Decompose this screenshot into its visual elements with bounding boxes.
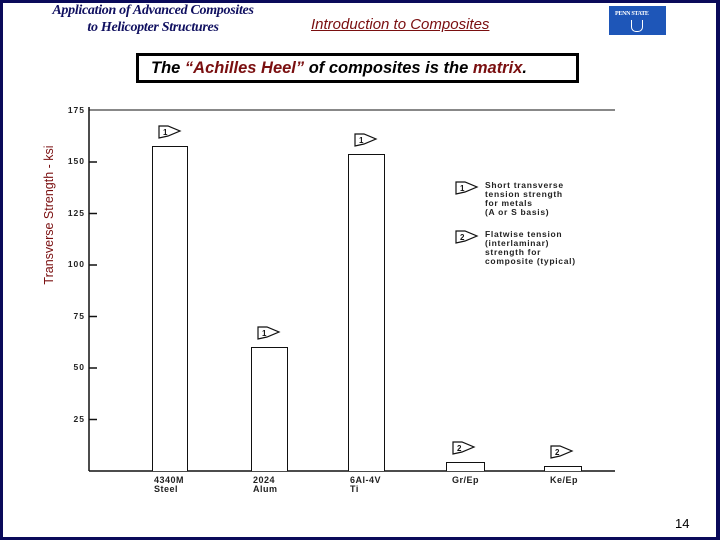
svg-text:1: 1 xyxy=(460,184,466,193)
page-number: 14 xyxy=(675,516,690,531)
note-flag-icon xyxy=(158,125,182,139)
callout-highlight: matrix xyxy=(472,59,523,77)
x-category-label: 2024 Alum xyxy=(253,475,278,494)
y-tick-label: 125 xyxy=(67,207,85,218)
logo-text: PENN STATE xyxy=(615,11,649,17)
callout-text: The xyxy=(151,59,185,77)
note-flag-icon xyxy=(550,445,574,459)
legend-item: 2 Flatwise tension (interlaminar) strength for composite (typical) xyxy=(455,230,615,266)
course-title-line2: to Helicopter Structures xyxy=(87,20,219,35)
chart-legend xyxy=(455,181,615,279)
svg-text:2: 2 xyxy=(460,233,466,242)
callout-highlight: “Achilles Heel” xyxy=(184,59,305,77)
y-tick-label: 25 xyxy=(73,413,85,424)
bar xyxy=(348,154,385,471)
svg-text:2: 2 xyxy=(457,443,462,453)
callout-text: . xyxy=(522,59,527,77)
slide xyxy=(3,3,716,537)
svg-text:2: 2 xyxy=(555,447,560,457)
x-category-label: Ke/Ep xyxy=(550,475,579,485)
legend-item: 1 Short transverse tension strength for metals (A or S basis) xyxy=(455,181,615,217)
y-tick-label: 175 xyxy=(67,104,85,115)
bar xyxy=(544,466,582,471)
y-tick-label: 75 xyxy=(73,310,85,321)
note-flag-icon xyxy=(354,133,378,147)
bar xyxy=(446,462,485,471)
x-category-label: 4340M Steel xyxy=(154,475,185,494)
note-flag-icon xyxy=(452,441,476,455)
y-tick-label: 150 xyxy=(67,156,85,166)
course-title-line1: Application of Advanced Composites xyxy=(52,3,254,18)
bar-chart xyxy=(3,3,716,537)
svg-text:1: 1 xyxy=(262,329,267,339)
note-flag-icon xyxy=(257,326,281,340)
callout-text: of composites is the xyxy=(304,59,473,77)
y-axis-label: Transverse Strength - ksi xyxy=(42,145,56,285)
svg-text:1: 1 xyxy=(359,135,364,145)
bar xyxy=(152,146,188,471)
y-tick-label: 50 xyxy=(73,362,85,372)
y-tick-label: 100 xyxy=(67,259,85,269)
x-category-label: Gr/Ep xyxy=(452,475,480,485)
svg-text:1: 1 xyxy=(163,127,168,137)
x-category-label: 6Al-4V Ti xyxy=(350,475,382,494)
bar xyxy=(251,347,288,471)
section-title: Introduction to Composites xyxy=(311,16,490,33)
